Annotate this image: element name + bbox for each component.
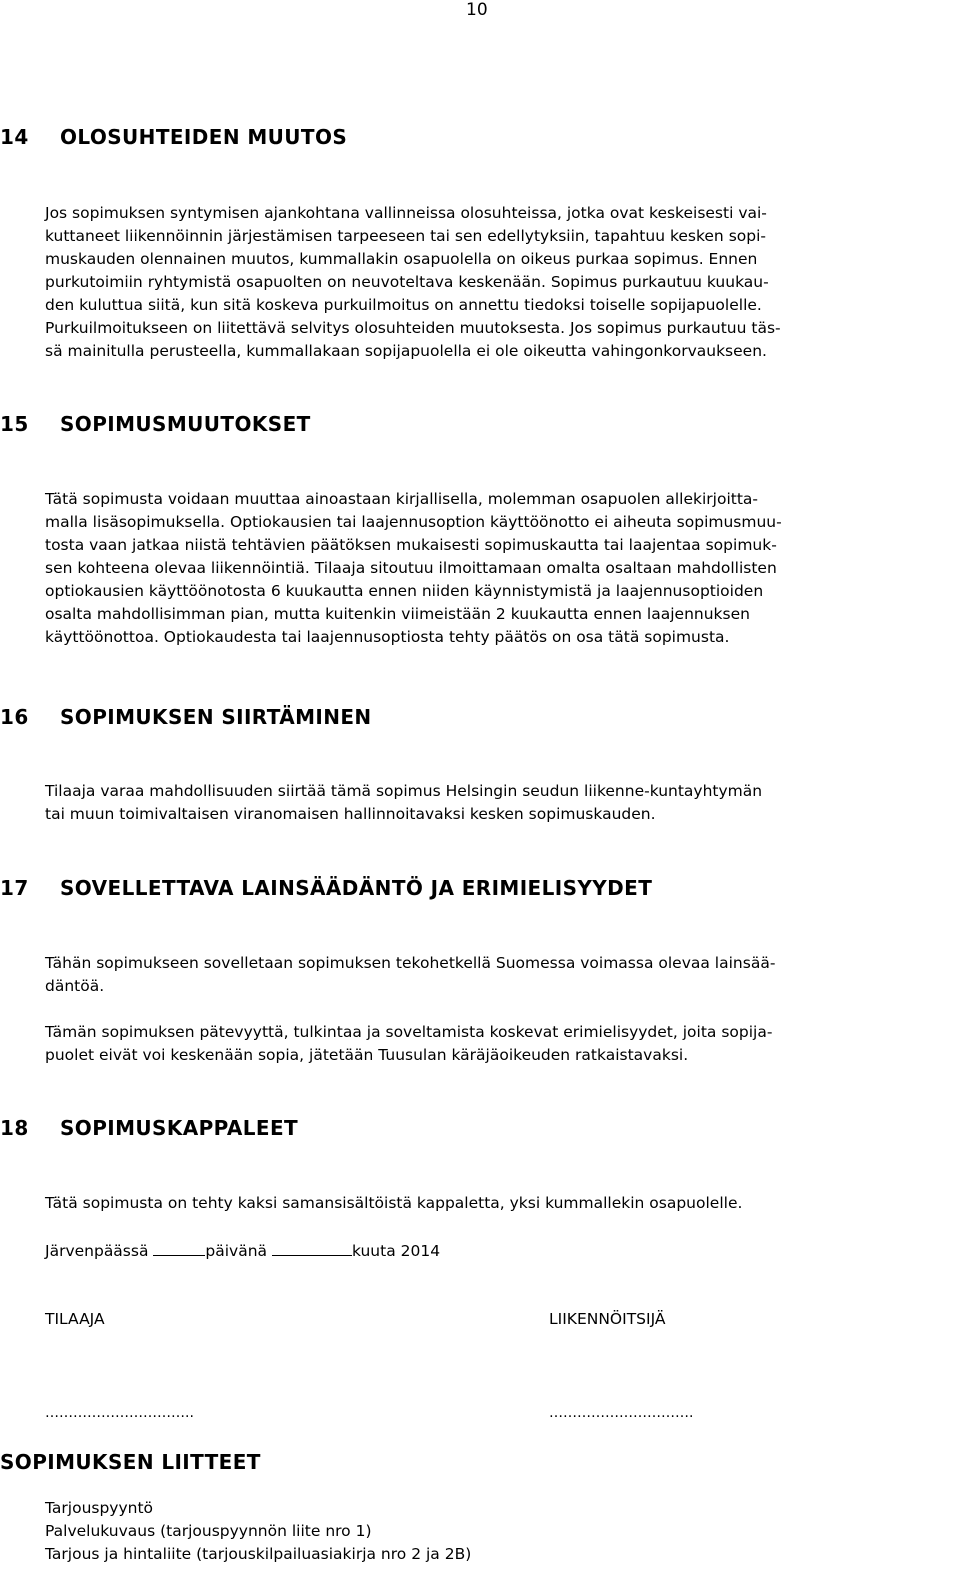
signature-line-left: ………………………….. — [45, 1405, 194, 1421]
month-blank[interactable] — [272, 1239, 352, 1256]
page-number: 10 — [466, 0, 488, 20]
party-right-label: LIIKENNÖITSIJÄ — [549, 1310, 666, 1328]
section-number: 15 — [0, 412, 29, 436]
paragraph-line: sen kohteena olevaa liikennöintiä. Tilaaja sitoutuu ilmoittamaan omalta osaltaan mahdollisten — [45, 559, 777, 577]
paragraph-line: den kuluttua siitä, kun sitä koskeva purkuilmoitus on annettu tiedoksi toiselle sopijapuolelle. — [45, 296, 762, 314]
paragraph-line: Tätä sopimusta on tehty kaksi samansisältöistä kappaletta, yksi kummallekin osapuolelle. — [45, 1194, 743, 1212]
paragraph-line: tosta vaan jatkaa niistä tehtävien päätöksen mukaisesti sopimuskautta tai laajentaa sopimuk- — [45, 536, 777, 554]
section-title: SOVELLETTAVA LAINSÄÄDÄNTÖ JA ERIMIELISYYDET — [60, 876, 653, 900]
paragraph-line: kuttaneet liikennöinnin järjestämisen tarpeeseen tai sen edellytyksiin, tapahtuu kesken sopi- — [45, 227, 766, 245]
attachment-item: Palvelukuvaus (tarjouspyynnön liite nro 1) — [45, 1522, 372, 1540]
paragraph-line: Tähän sopimukseen sovelletaan sopimuksen tekohetkellä Suomessa voimassa olevaa lainsää- — [45, 954, 776, 972]
paragraph-line: Tätä sopimusta voidaan muuttaa ainoastaan kirjallisella, molemman osapuolen allekirjoitta- — [45, 490, 759, 508]
section-title: SOPIMUSMUUTOKSET — [60, 412, 311, 436]
section-title: SOPIMUKSEN SIIRTÄMINEN — [60, 705, 372, 729]
paragraph-line: tai muun toimivaltaisen viranomaisen hallinnoitavaksi kesken sopimuskauden. — [45, 805, 656, 823]
paragraph-line: Tilaaja varaa mahdollisuuden siirtää tämä sopimus Helsingin seudun liikenne-kuntayhtymän — [45, 782, 763, 800]
section-18-heading — [0, 1116, 298, 1140]
signature-line-right: …………………………. — [549, 1405, 694, 1421]
section-number: 17 — [0, 876, 29, 900]
day-label: päivänä — [205, 1242, 268, 1260]
section-number: 14 — [0, 125, 29, 149]
paragraph-line: käyttöönottoa. Optiokaudesta tai laajennusoptiosta tehty päätös on osa tätä sopimusta. — [45, 628, 730, 646]
day-blank[interactable] — [153, 1239, 205, 1256]
section-15-heading — [0, 412, 311, 436]
section-title: SOPIMUSKAPPALEET — [60, 1116, 299, 1140]
paragraph-line: osalta mahdollisimman pian, mutta kuitenkin viimeistään 2 kuukautta ennen laajennuksen — [45, 605, 750, 623]
paragraph-line: däntöä. — [45, 977, 105, 995]
section-number: 16 — [0, 705, 29, 729]
attachment-item: Tarjous ja hintaliite (tarjouskilpailuasiakirja nro 2 ja 2B) — [45, 1545, 472, 1563]
section-14-heading — [0, 125, 347, 149]
paragraph-line: Jos sopimuksen syntymisen ajankohtana vallinneissa olosuhteissa, jotka ovat keskeisesti vai- — [45, 204, 767, 222]
signing-place: Järvenpäässä — [45, 1242, 149, 1260]
section-title: OLOSUHTEIDEN MUUTOS — [60, 125, 348, 149]
attachments-heading: SOPIMUKSEN LIITTEET — [0, 1450, 261, 1474]
signing-place-date — [45, 1239, 440, 1263]
month-year: kuuta 2014 — [351, 1242, 441, 1260]
paragraph-line: Purkuilmoitukseen on liitettävä selvitys olosuhteiden muutoksesta. Jos sopimus purkautuu täs- — [45, 319, 781, 337]
attachment-item: Tarjouspyyntö — [45, 1499, 154, 1517]
paragraph-line: sä mainitulla perusteella, kummallakaan sopijapuolella ei ole oikeutta vahingonkorvaukseen. — [45, 342, 767, 360]
section-16-heading — [0, 705, 372, 729]
section-17-heading — [0, 876, 652, 900]
party-left-label: TILAAJA — [45, 1310, 105, 1328]
paragraph-line: malla lisäsopimuksella. Optiokausien tai laajennusoption käyttöönotto ei aiheuta sopimusmuu- — [45, 513, 782, 531]
paragraph-line: puolet eivät voi keskenään sopia, jätetään Tuusulan käräjäoikeuden ratkaistavaksi. — [45, 1046, 689, 1064]
paragraph-line: purkutoimiin ryhtymistä osapuolten on neuvoteltava keskenään. Sopimus purkautuu kuukau- — [45, 273, 769, 291]
paragraph-line: muskauden olennainen muutos, kummallakin osapuolella on oikeus purkaa sopimus. Ennen — [45, 250, 758, 268]
paragraph-line: Tämän sopimuksen pätevyyttä, tulkintaa ja soveltamista koskevat erimielisyydet, joita sopija- — [45, 1023, 773, 1041]
paragraph-line: optiokausien käyttöönotosta 6 kuukautta ennen niiden käynnistymistä ja laajennusoptioiden — [45, 582, 764, 600]
section-number: 18 — [0, 1116, 29, 1140]
